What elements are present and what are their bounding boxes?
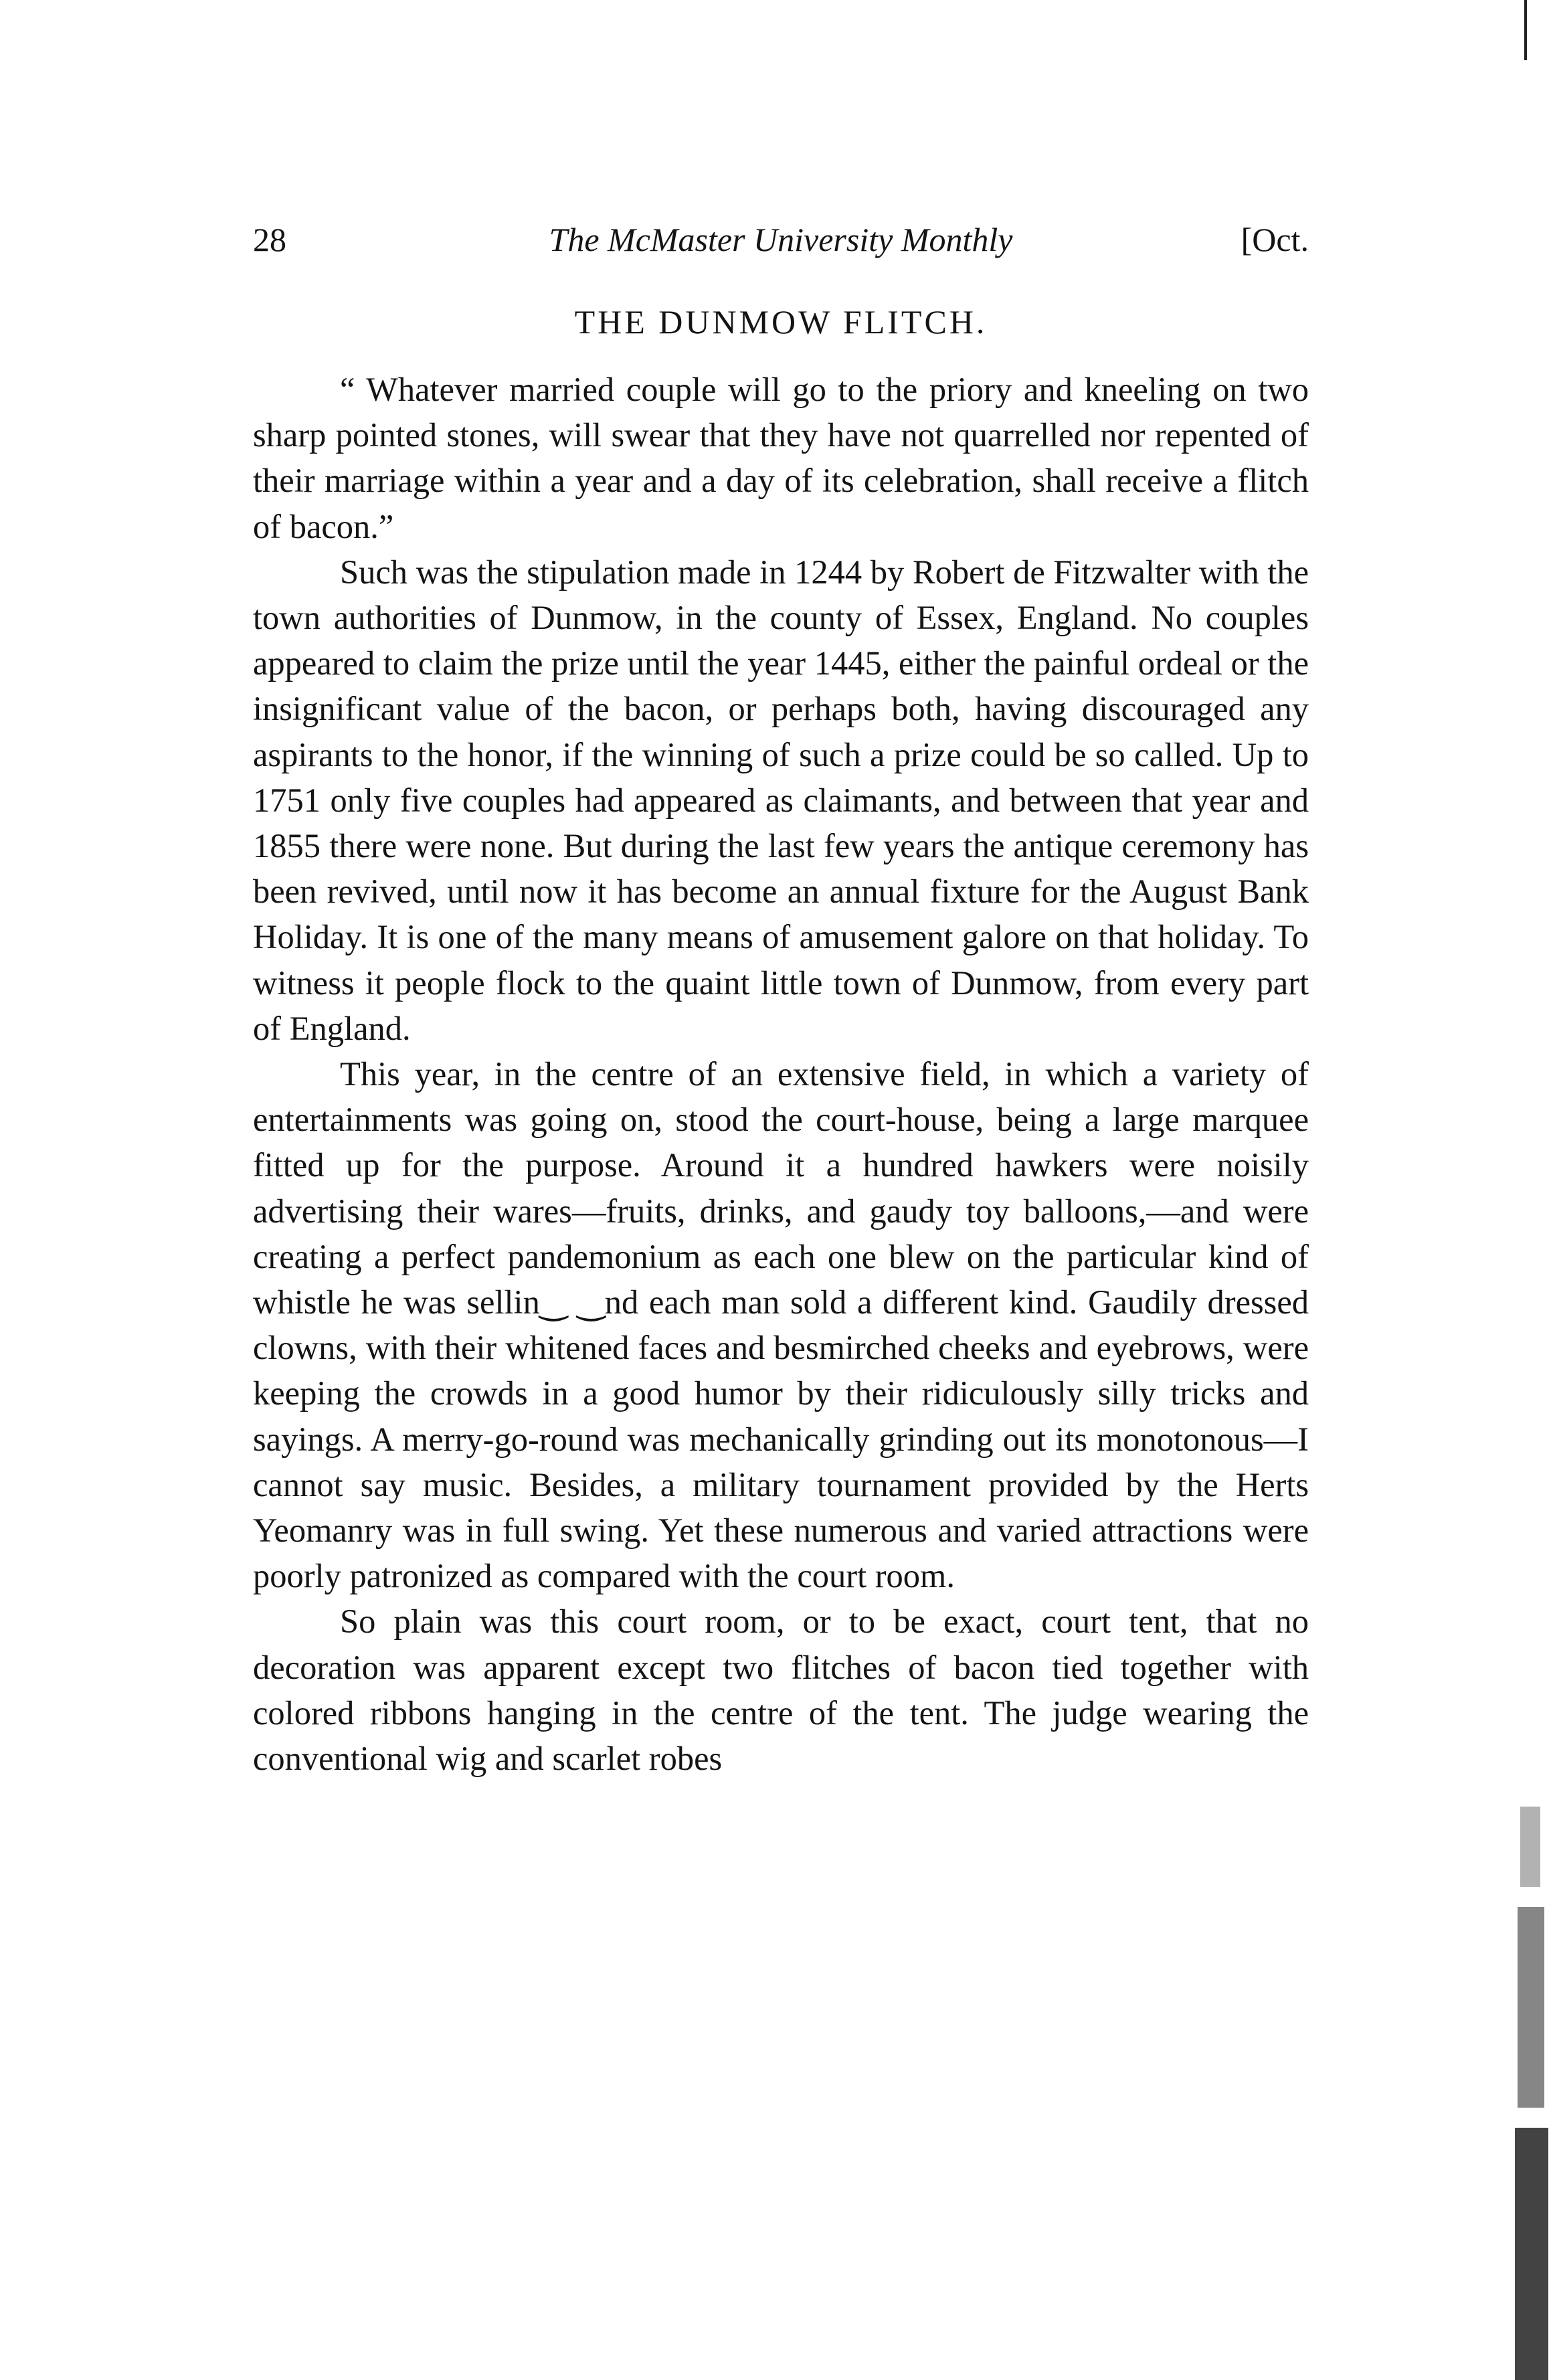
article-title: THE DUNMOW FLITCH.: [574, 303, 988, 341]
paragraph-3: This year, in the centre of an extensive field, in which a variety of entertainments was going on, stood the court-house, being a large marquee fitted up for the purpose. Around it a hundred hawkers were noisily advertising their wares—fruits, drinks, and gaudy toy balloons,—and were creating a perfect pandemonium as each one blew on the particular kind of whistle he was sellin‿ ‿nd each man sold a different kind. Gaudily dressed clowns, with their whitened faces and besmirched cheeks and eyebrows, were keeping the crowds in a good humor by their ridiculously silly tricks and sayings. A merry-go-round was mechanically grinding out its monotonous—I cannot say music. Besides, a military tournament provided by the Herts Yeomanry was in full swing. Yet these numerous and varied attractions were poorly patronized as compared with the court room.: [253, 1055, 1309, 1595]
running-header: [253, 213, 1309, 266]
paragraph-4: So plain was this court room, or to be exact, court tent, that no decoration was apparent except two flitches of bacon tied together with colored ribbons hanging in the centre of the tent. The judge wearing the conventional wig and scarlet robes: [253, 1603, 1309, 1778]
paragraph-1: “ Whatever married couple will go to the priory and kneeling on two sharp pointed stones, will swear that they have not quarrelled nor repented of their marriage within a year and a day of its celebration, shall receive a flitch of bacon.”: [253, 371, 1309, 545]
issue-label: [Oct.: [1241, 221, 1309, 258]
journal-title: The McMaster University Monthly: [549, 221, 1013, 258]
article-body: [253, 367, 1309, 1781]
paragraph-2: Such was the stipulation made in 1244 by Robert de Fitzwalter with the town authorities of Dunmow, in the county of Essex, England. No couples appeared to claim the prize until the year 1445, either the painful ordeal or the insignificant value of the bacon, or perhaps both, having discouraged any aspirants to the honor, if the winning of such a prize could be so called. Up to 1751 only five couples had appeared as claimants, and between that year and 1855 there were none. But during the last few years the antique ceremony has been revived, until now it has become an annual fixture for the August Bank Holiday. It is one of the many means of amusement galore on that holiday. To witness it people flock to the quaint little town of Dunmow, from every part of England.: [253, 553, 1309, 1047]
scan-edge-artifact: [1511, 0, 1551, 2380]
page-number: 28: [253, 221, 286, 258]
